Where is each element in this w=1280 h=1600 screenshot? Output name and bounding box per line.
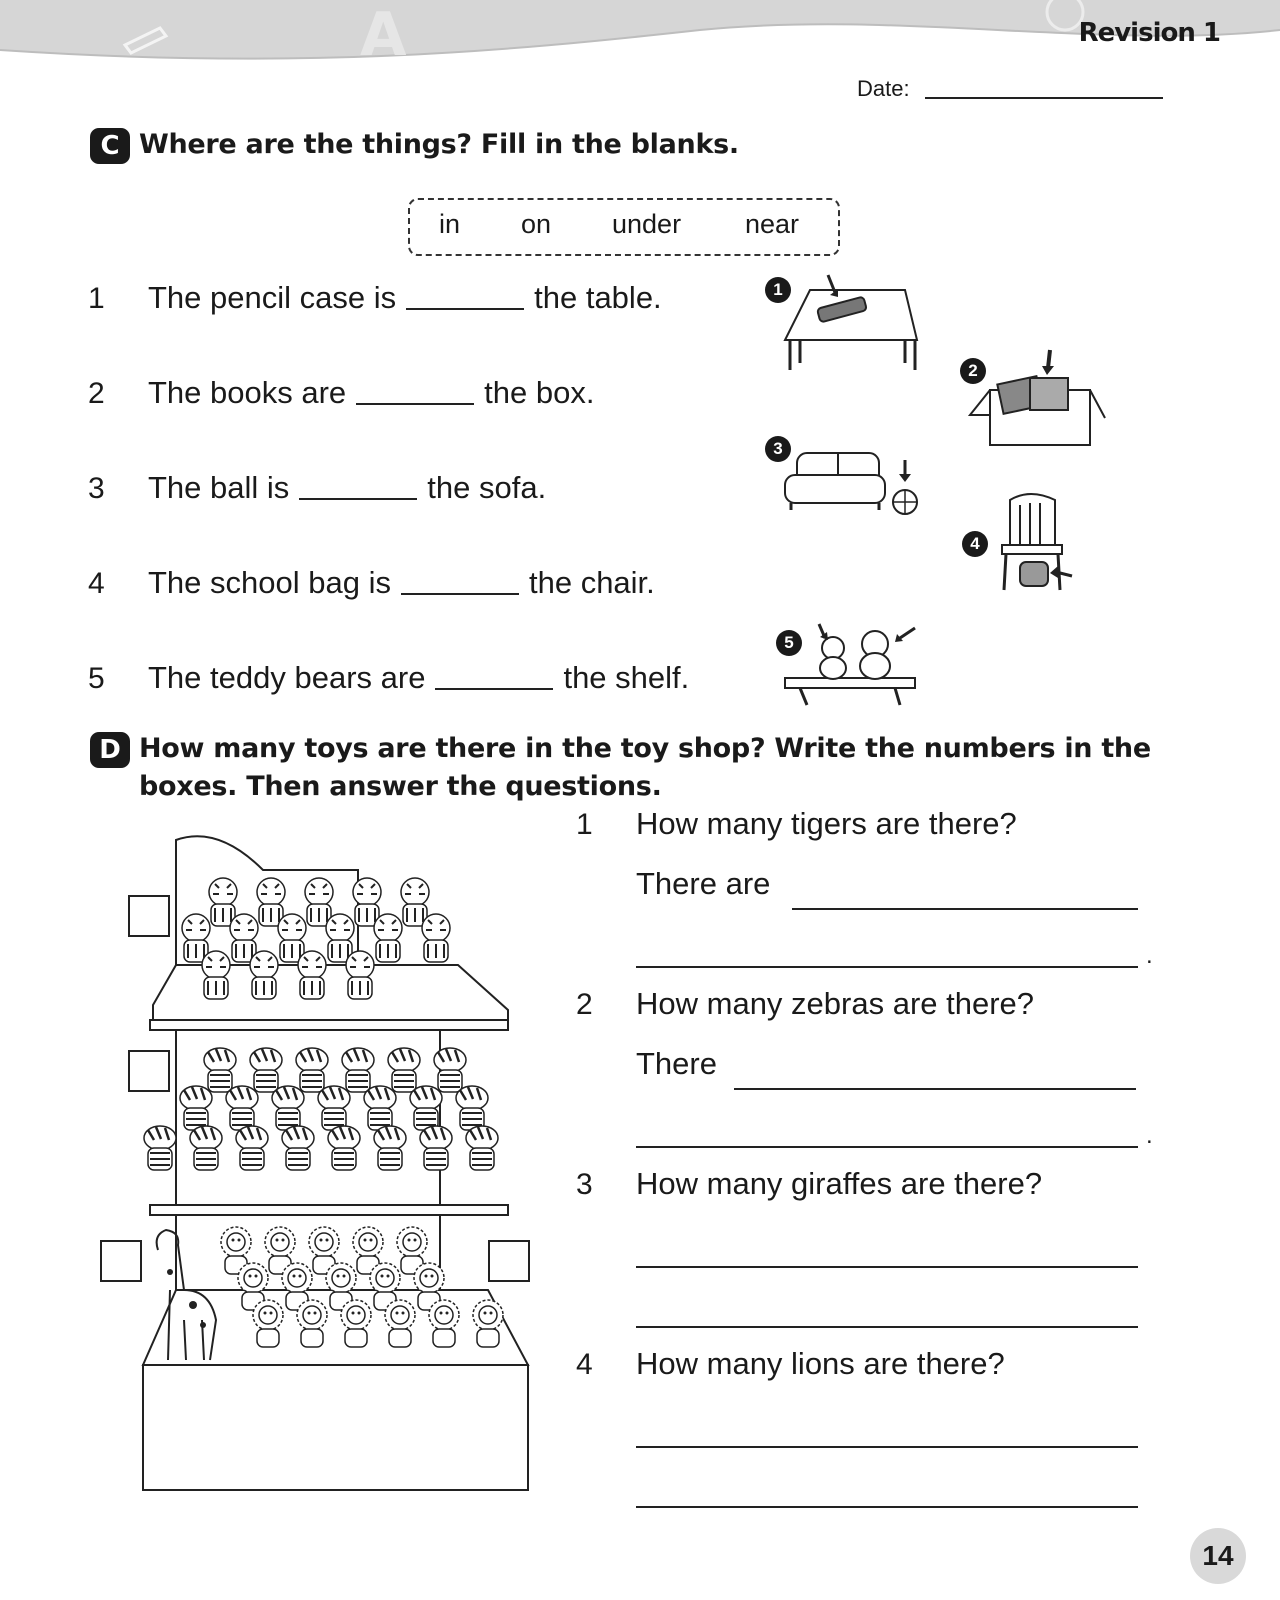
zebra-toy <box>236 1126 268 1170</box>
picture-number: 3 <box>765 436 791 462</box>
zebra-toy <box>282 1126 314 1170</box>
lion-toy <box>385 1300 415 1347</box>
question-c5: The teddy bears are the shelf. <box>148 660 690 695</box>
answer-line[interactable] <box>636 1266 1138 1268</box>
lion-count-box[interactable] <box>488 1240 530 1282</box>
zebra-toy <box>434 1048 466 1092</box>
section-d-badge: D <box>90 732 130 768</box>
svg-text:A: A <box>360 0 407 70</box>
question-c2: The books are the box. <box>148 375 595 410</box>
zebra-toy <box>190 1126 222 1170</box>
zebra-toy <box>272 1086 304 1130</box>
lion-toy <box>473 1300 503 1347</box>
picture-number: 2 <box>960 358 986 384</box>
zebra-toy <box>318 1086 350 1130</box>
answer-starter: There are <box>636 866 771 901</box>
tiger-toy <box>346 951 374 999</box>
zebra-toy <box>364 1086 396 1130</box>
answer-line[interactable] <box>734 1088 1136 1090</box>
zebra-toy <box>180 1086 212 1130</box>
shelf-with-teddy-bears-illustration <box>785 620 925 710</box>
question-c4: The school bag is the chair. <box>148 565 655 600</box>
word-bank-item: on <box>521 209 552 239</box>
lion-toy <box>253 1300 283 1347</box>
page-number: 14 <box>1190 1528 1246 1584</box>
question-d4: How many lions are there? <box>636 1346 1005 1381</box>
tiger-toy <box>250 951 278 999</box>
lion-toy <box>297 1300 327 1347</box>
answer-line[interactable] <box>636 1146 1138 1148</box>
answer-line[interactable] <box>636 1446 1138 1448</box>
table-with-pencil-case-illustration <box>780 265 920 365</box>
answer-line[interactable] <box>636 1326 1138 1328</box>
end-period: . <box>1146 1122 1153 1149</box>
section-d-instruction-line2: boxes. Then answer the questions. <box>139 771 662 802</box>
tiger-toy <box>202 951 230 999</box>
tiger-toy <box>374 914 402 962</box>
tiger-toy <box>422 914 450 962</box>
section-d-instruction-line1: How many toys are there in the toy shop? Write the numbers in the <box>139 733 1151 764</box>
picture-number: 5 <box>776 630 802 656</box>
lion-toy <box>341 1300 371 1347</box>
question-c1: The pencil case is the table. <box>148 280 662 315</box>
zebra-toy <box>328 1126 360 1170</box>
zebra-toy <box>410 1086 442 1130</box>
answer-blank[interactable] <box>435 688 553 690</box>
question-number: 2 <box>576 988 593 1021</box>
zebra-toy <box>226 1086 258 1130</box>
question-number: 2 <box>88 377 105 410</box>
answer-line[interactable] <box>792 908 1138 910</box>
word-bank-item: near <box>745 209 800 239</box>
tiger-toy <box>298 951 326 999</box>
lion-toy <box>429 1300 459 1347</box>
answer-line[interactable] <box>636 966 1138 968</box>
answer-blank[interactable] <box>401 593 519 595</box>
answer-blank[interactable] <box>356 403 474 405</box>
question-d3: How many giraffes are there? <box>636 1166 1043 1201</box>
date-label: Date: <box>857 76 910 101</box>
sofa-with-ball-illustration <box>785 450 925 530</box>
picture-number: 4 <box>962 531 988 557</box>
zebra-toy <box>388 1048 420 1092</box>
question-number: 4 <box>88 567 105 600</box>
answer-blank[interactable] <box>299 498 417 500</box>
zebra-toy <box>374 1126 406 1170</box>
box-with-books-illustration <box>970 350 1110 440</box>
date-field[interactable] <box>925 97 1163 99</box>
question-number: 3 <box>576 1168 593 1201</box>
picture-number: 1 <box>765 277 791 303</box>
zebra-toy <box>456 1086 488 1130</box>
question-number: 3 <box>88 472 105 505</box>
zebra-toy <box>204 1048 236 1092</box>
answer-blank[interactable] <box>406 308 524 310</box>
tiger-count-box[interactable] <box>128 895 170 937</box>
zebra-toy <box>296 1048 328 1092</box>
question-d2: How many zebras are there? <box>636 986 1035 1021</box>
question-d1: How many tigers are there? <box>636 806 1017 841</box>
answer-starter: There <box>636 1046 717 1081</box>
giraffe-count-box[interactable] <box>100 1240 142 1282</box>
end-period: . <box>1146 942 1153 969</box>
zebra-toy <box>420 1126 452 1170</box>
question-number: 1 <box>88 282 105 315</box>
section-c-badge: C <box>90 128 130 164</box>
question-number: 5 <box>88 662 105 695</box>
answer-line[interactable] <box>636 1506 1138 1508</box>
zebra-toy <box>342 1048 374 1092</box>
question-number: 1 <box>576 808 593 841</box>
chair-with-school-bag-illustration <box>1000 490 1080 600</box>
question-number: 4 <box>576 1348 593 1381</box>
word-bank-item: under <box>612 209 682 239</box>
word-bank-item: in <box>439 209 461 239</box>
zebra-toy <box>250 1048 282 1092</box>
zebra-toy <box>144 1126 176 1170</box>
zebra-count-box[interactable] <box>128 1050 170 1092</box>
revision-badge: Revision 1 <box>1078 18 1220 48</box>
zebra-toy <box>466 1126 498 1170</box>
question-c3: The ball is the sofa. <box>148 470 547 505</box>
section-c-instruction: Where are the things? Fill in the blanks. <box>139 129 739 160</box>
